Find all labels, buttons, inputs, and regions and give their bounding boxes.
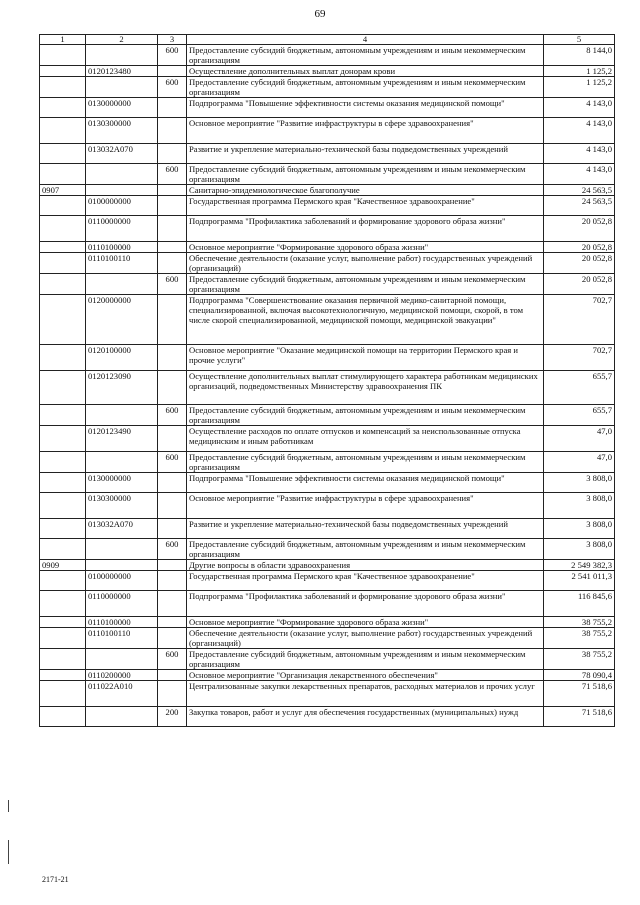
table-row (40, 681, 615, 707)
expense-type-cell (158, 371, 187, 405)
table-row (40, 426, 615, 452)
expense-type-cell: 600 (158, 452, 187, 473)
expense-type-cell: 600 (158, 274, 187, 295)
target-article-cell (86, 452, 158, 473)
section-code-cell: 0907 (40, 185, 86, 196)
target-article-cell (86, 649, 158, 670)
target-article-cell (86, 707, 158, 727)
description-cell: Основное мероприятие "Развитие инфраструктуры в сфере здравоохранения" (187, 493, 544, 519)
expense-type-cell (158, 519, 187, 539)
header-col-3: 3 (158, 35, 187, 45)
description-cell: Основное мероприятие "Формирование здорового образа жизни" (187, 617, 544, 628)
amount-cell: 655,7 (544, 371, 615, 405)
target-article-cell: 0120123490 (86, 426, 158, 452)
section-code-cell (40, 670, 86, 681)
expense-type-cell (158, 560, 187, 571)
expense-type-cell (158, 185, 187, 196)
expense-type-cell (158, 295, 187, 345)
expense-type-cell (158, 571, 187, 591)
expense-type-cell (158, 591, 187, 617)
table-body (40, 45, 615, 727)
section-code-cell (40, 681, 86, 707)
amount-cell: 38 755,2 (544, 649, 615, 670)
expense-type-cell: 600 (158, 649, 187, 670)
target-article-cell (86, 45, 158, 66)
expense-type-cell: 600 (158, 164, 187, 185)
amount-cell: 20 052,8 (544, 253, 615, 274)
expense-type-cell (158, 118, 187, 144)
table-row (40, 164, 615, 185)
expense-type-cell: 600 (158, 45, 187, 66)
section-code-cell (40, 405, 86, 426)
target-article-cell: 0130300000 (86, 118, 158, 144)
section-code-cell (40, 164, 86, 185)
table-row (40, 571, 615, 591)
table-row (40, 295, 615, 345)
target-article-cell: 0110100110 (86, 253, 158, 274)
target-article-cell: 0100000000 (86, 571, 158, 591)
target-article-cell (86, 164, 158, 185)
expense-type-cell: 600 (158, 405, 187, 426)
target-article-cell (86, 405, 158, 426)
amount-cell: 71 518,6 (544, 707, 615, 727)
expense-type-cell (158, 628, 187, 649)
amount-cell: 8 144,0 (544, 45, 615, 66)
description-cell: Закупка товаров, работ и услуг для обеспечения государственных (муниципальных) нужд (187, 707, 544, 727)
target-article-cell: 0120100000 (86, 345, 158, 371)
section-code-cell (40, 98, 86, 118)
description-cell: Основное мероприятие "Формирование здорового образа жизни" (187, 242, 544, 253)
expense-type-cell (158, 196, 187, 216)
page-number: 69 (314, 8, 326, 20)
target-article-cell: 0120123480 (86, 66, 158, 77)
description-cell: Другие вопросы в области здравоохранения (187, 560, 544, 571)
description-cell: Обеспечение деятельности (оказание услуг, выполнение работ) государственных учреждений (организаций) (187, 253, 544, 274)
table-row (40, 560, 615, 571)
table-row (40, 185, 615, 196)
header-col-2: 2 (86, 35, 158, 45)
expense-type-cell (158, 617, 187, 628)
amount-cell: 3 808,0 (544, 539, 615, 560)
description-cell: Подпрограмма "Совершенствование оказания первичной медико-санитарной помощи, специализированной, включая высокотехнологичную, медицинской помощи, скорой, в том числе скорой специализированной, медицинской помощи, медицинской эвакуации" (187, 295, 544, 345)
expense-type-cell: 600 (158, 77, 187, 98)
table-row (40, 274, 615, 295)
amount-cell: 4 143,0 (544, 144, 615, 164)
section-code-cell (40, 371, 86, 405)
target-article-cell (86, 274, 158, 295)
description-cell: Подпрограмма "Профилактика заболеваний и формирование здорового образа жизни" (187, 591, 544, 617)
amount-cell: 1 125,2 (544, 77, 615, 98)
expense-type-cell: 600 (158, 539, 187, 560)
table-row (40, 452, 615, 473)
target-article-cell: 0110000000 (86, 216, 158, 242)
expense-type-cell: 200 (158, 707, 187, 727)
section-code-cell: 0909 (40, 560, 86, 571)
description-cell: Государственная программа Пермского края "Качественное здравоохранение" (187, 571, 544, 591)
expense-type-cell (158, 253, 187, 274)
section-code-cell (40, 539, 86, 560)
table-row (40, 628, 615, 649)
description-cell: Предоставление субсидий бюджетным, автономным учреждениям и иным некоммерческим организациям (187, 452, 544, 473)
section-code-cell (40, 216, 86, 242)
target-article-cell: 0110100000 (86, 242, 158, 253)
amount-cell: 24 563,5 (544, 185, 615, 196)
amount-cell: 655,7 (544, 405, 615, 426)
table-row (40, 45, 615, 66)
target-article-cell: 011022А010 (86, 681, 158, 707)
target-article-cell (86, 539, 158, 560)
table-row (40, 519, 615, 539)
amount-cell: 702,7 (544, 345, 615, 371)
expense-type-cell (158, 216, 187, 242)
table-row (40, 473, 615, 493)
description-cell: Предоставление субсидий бюджетным, автономным учреждениям и иным некоммерческим организациям (187, 77, 544, 98)
description-cell: Обеспечение деятельности (оказание услуг, выполнение работ) государственных учреждений (организаций) (187, 628, 544, 649)
section-code-cell (40, 707, 86, 727)
section-code-cell (40, 591, 86, 617)
amount-cell: 702,7 (544, 295, 615, 345)
amount-cell: 38 755,2 (544, 617, 615, 628)
expense-type-cell (158, 473, 187, 493)
description-cell: Предоставление субсидий бюджетным, автономным учреждениям и иным некоммерческим организациям (187, 539, 544, 560)
description-cell: Централизованные закупки лекарственных препаратов, расходных материалов и прочих услуг (187, 681, 544, 707)
amount-cell: 78 090,4 (544, 670, 615, 681)
expense-type-cell (158, 681, 187, 707)
description-cell: Предоставление субсидий бюджетным, автономным учреждениям и иным некоммерческим организациям (187, 45, 544, 66)
section-code-cell (40, 77, 86, 98)
target-article-cell: 0110000000 (86, 591, 158, 617)
table-row (40, 649, 615, 670)
table-row (40, 118, 615, 144)
table-row (40, 253, 615, 274)
target-article-cell: 0100000000 (86, 196, 158, 216)
description-cell: Развитие и укрепление материально-технической базы подведомственных учреждений (187, 144, 544, 164)
table-row (40, 144, 615, 164)
target-article-cell: 0120000000 (86, 295, 158, 345)
target-article-cell: 013032А070 (86, 144, 158, 164)
amount-cell: 24 563,5 (544, 196, 615, 216)
amount-cell: 2 549 382,3 (544, 560, 615, 571)
section-code-cell (40, 345, 86, 371)
target-article-cell: 013032А070 (86, 519, 158, 539)
table-row (40, 242, 615, 253)
target-article-cell: 0110100110 (86, 628, 158, 649)
description-cell: Основное мероприятие "Развитие инфраструктуры в сфере здравоохранения" (187, 118, 544, 144)
target-article-cell (86, 77, 158, 98)
description-cell: Развитие и укрепление материально-технической базы подведомственных учреждений (187, 519, 544, 539)
table-row (40, 539, 615, 560)
section-code-cell (40, 118, 86, 144)
target-article-cell: 0110200000 (86, 670, 158, 681)
table-row (40, 617, 615, 628)
table-row (40, 591, 615, 617)
section-code-cell (40, 571, 86, 591)
expense-type-cell (158, 66, 187, 77)
table-row (40, 98, 615, 118)
description-cell: Предоставление субсидий бюджетным, автономным учреждениям и иным некоммерческим организациям (187, 649, 544, 670)
description-cell: Санитарно-эпидемиологическое благополучие (187, 185, 544, 196)
description-cell: Подпрограмма "Повышение эффективности системы оказания медицинской помощи" (187, 98, 544, 118)
description-cell: Подпрограмма "Повышение эффективности системы оказания медицинской помощи" (187, 473, 544, 493)
document-code: 2171-21 (42, 875, 69, 884)
table-row (40, 216, 615, 242)
section-code-cell (40, 649, 86, 670)
table-row (40, 670, 615, 681)
amount-cell: 20 052,8 (544, 242, 615, 253)
amount-cell: 20 052,8 (544, 274, 615, 295)
amount-cell: 4 143,0 (544, 98, 615, 118)
header-col-1: 1 (40, 35, 86, 45)
amount-cell: 4 143,0 (544, 164, 615, 185)
section-code-cell (40, 66, 86, 77)
section-code-cell (40, 295, 86, 345)
header-col-4: 4 (187, 35, 544, 45)
target-article-cell (86, 185, 158, 196)
amount-cell: 3 808,0 (544, 493, 615, 519)
section-code-cell (40, 452, 86, 473)
expense-type-cell (158, 493, 187, 519)
amount-cell: 71 518,6 (544, 681, 615, 707)
target-article-cell (86, 560, 158, 571)
section-code-cell (40, 274, 86, 295)
amount-cell: 3 808,0 (544, 473, 615, 493)
table-row (40, 707, 615, 727)
section-code-cell (40, 144, 86, 164)
description-cell: Предоставление субсидий бюджетным, автономным учреждениям и иным некоммерческим организациям (187, 405, 544, 426)
section-code-cell (40, 628, 86, 649)
amount-cell: 20 052,8 (544, 216, 615, 242)
description-cell: Основное мероприятие "Организация лекарственного обеспечения" (187, 670, 544, 681)
description-cell: Предоставление субсидий бюджетным, автономным учреждениям и иным некоммерческим организациям (187, 164, 544, 185)
expense-type-cell (158, 426, 187, 452)
target-article-cell: 0130000000 (86, 98, 158, 118)
section-code-cell (40, 426, 86, 452)
table-row (40, 196, 615, 216)
amount-cell: 3 808,0 (544, 519, 615, 539)
amount-cell: 1 125,2 (544, 66, 615, 77)
section-code-cell (40, 617, 86, 628)
table-header-row (40, 35, 615, 45)
table-row (40, 345, 615, 371)
amount-cell: 47,0 (544, 426, 615, 452)
section-code-cell (40, 45, 86, 66)
margin-mark (8, 800, 9, 812)
section-code-cell (40, 242, 86, 253)
amount-cell: 38 755,2 (544, 628, 615, 649)
expense-type-cell (158, 98, 187, 118)
description-cell: Осуществление дополнительных выплат стимулирующего характера работникам медицинских организаций, подведомственных Министерству здравоохранения ПК (187, 371, 544, 405)
margin-mark (8, 840, 9, 864)
budget-table (39, 34, 615, 727)
expense-type-cell (158, 670, 187, 681)
target-article-cell: 0130300000 (86, 493, 158, 519)
target-article-cell: 0130000000 (86, 473, 158, 493)
description-cell: Осуществление дополнительных выплат донорам крови (187, 66, 544, 77)
section-code-cell (40, 196, 86, 216)
section-code-cell (40, 493, 86, 519)
table-row (40, 493, 615, 519)
expense-type-cell (158, 345, 187, 371)
amount-cell: 2 541 011,3 (544, 571, 615, 591)
expense-type-cell (158, 144, 187, 164)
amount-cell: 4 143,0 (544, 118, 615, 144)
expense-type-cell (158, 242, 187, 253)
table-row (40, 371, 615, 405)
table-row (40, 66, 615, 77)
description-cell: Государственная программа Пермского края "Качественное здравоохранение" (187, 196, 544, 216)
table-row (40, 77, 615, 98)
target-article-cell: 0120123090 (86, 371, 158, 405)
description-cell: Осуществление расходов по оплате отпусков и компенсаций за неиспользованные отпуска медицинским и иным работникам (187, 426, 544, 452)
description-cell: Предоставление субсидий бюджетным, автономным учреждениям и иным некоммерческим организациям (187, 274, 544, 295)
description-cell: Основное мероприятие "Оказание медицинской помощи на территории Пермского края и прочие услуги" (187, 345, 544, 371)
header-col-5: 5 (544, 35, 615, 45)
table-row (40, 405, 615, 426)
amount-cell: 116 845,6 (544, 591, 615, 617)
amount-cell: 47,0 (544, 452, 615, 473)
section-code-cell (40, 473, 86, 493)
section-code-cell (40, 253, 86, 274)
description-cell: Подпрограмма "Профилактика заболеваний и формирование здорового образа жизни" (187, 216, 544, 242)
section-code-cell (40, 519, 86, 539)
target-article-cell: 0110100000 (86, 617, 158, 628)
